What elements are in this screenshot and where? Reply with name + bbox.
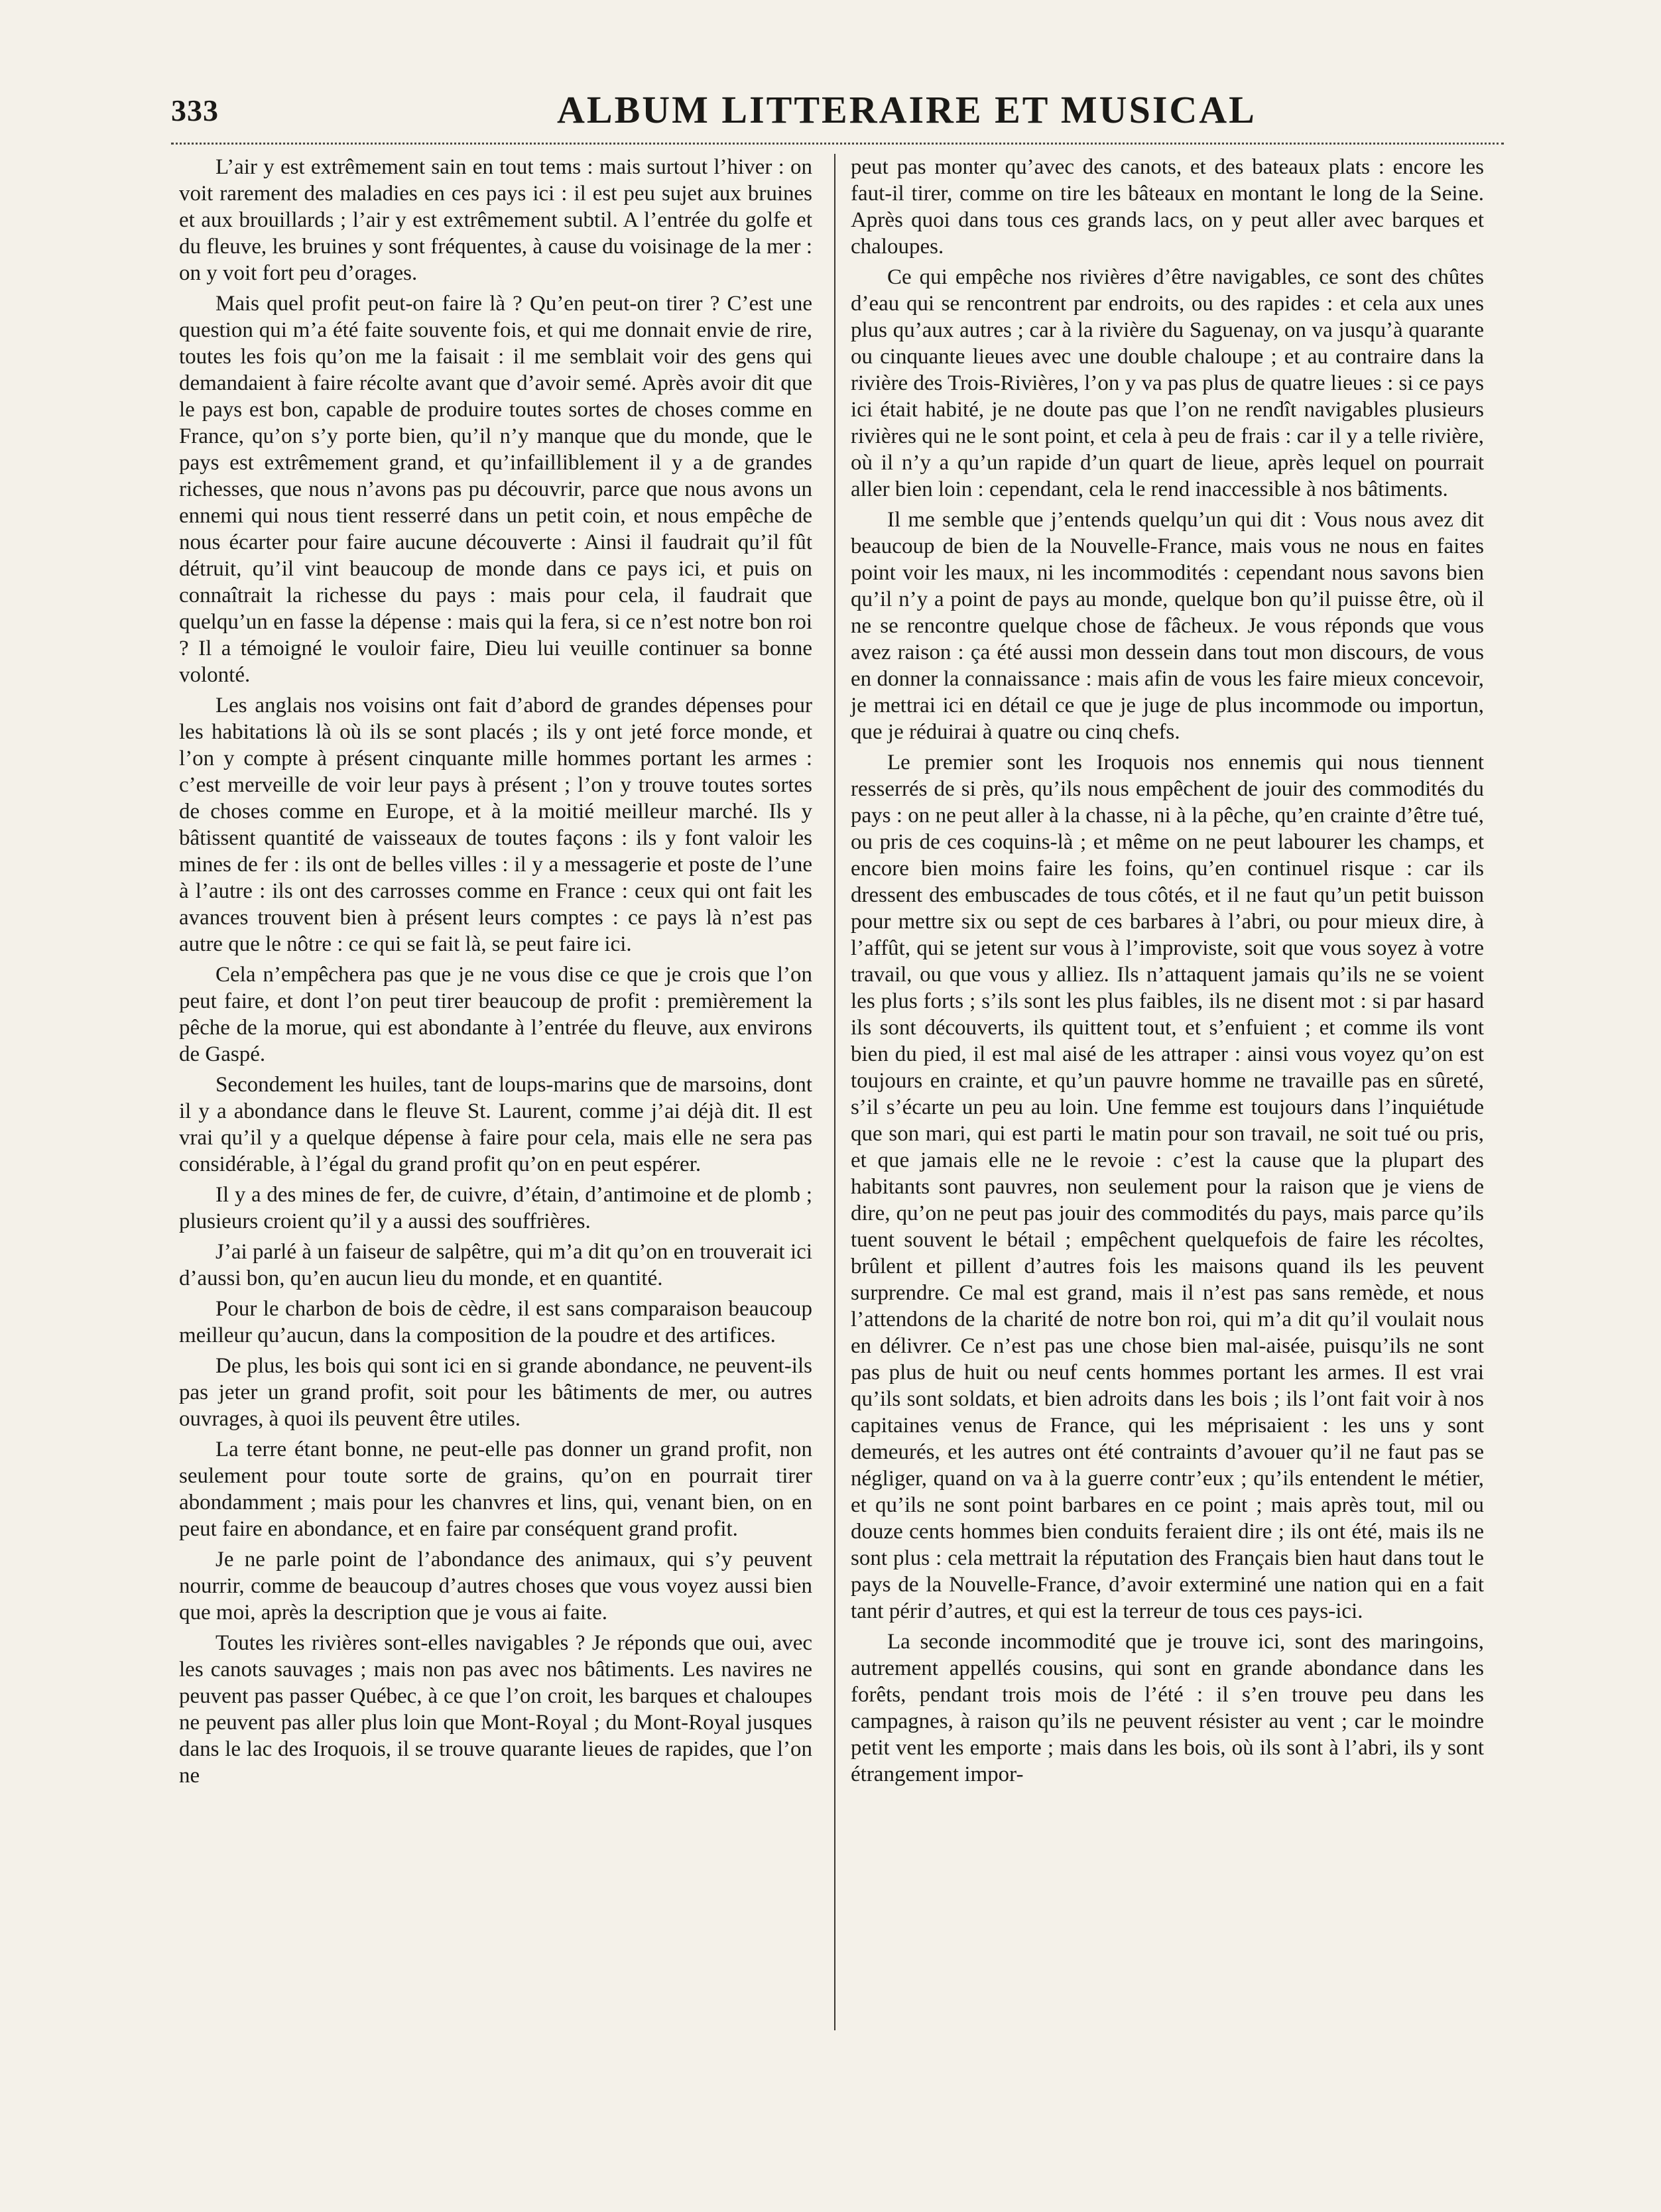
paragraph: Toutes les rivières sont-elles navigables ? Je réponds que oui, avec les canots sauvages ; mais non pas avec nos bâtiments. Les navires ne peuvent pas passer Québec, à ce que l’on croit, les barques et chaloupes ne peuvent pas aller plus loin que Mont-Royal ; du Mont-Royal jusques dans le lac des Iroquois, il se trouve quarante lieues de rapides, que l’on ne	[179, 1631, 812, 1788]
paragraph: La seconde incommodité que je trouve ici, sont des maringoins, autrement appellés cousins, qui sont en grande abondance dans les forêts, pendant trois mois de l’été : il s’en trouve peu dans les campagnes, à raison qu’ils ne peuvent résister au vent ; car le moindre petit vent les emporte ; mais dans les bois, où ils sont à l’abri, ils y sont étrangement impor-	[851, 1630, 1484, 1786]
paragraph: peut pas monter qu’avec des canots, et des bateaux plats : encore les faut-il tirer, comme on tire les bâteaux en montant le long de la Seine. Après quoi dans tous ces grands lacs, on y peut aller avec barques et chaloupes.	[851, 155, 1484, 259]
left-column	[179, 154, 812, 1793]
paragraph: Secondement les huiles, tant de loups-marins que de marsoins, dont il y a abondance dans le fleuve St. Laurent, comme j’ai déjà dit. Il est vrai qu’il y a quelque dépense à faire pour cela, mais elle ne sera pas considérable, à l’égal du grand profit qu’on en peut espérer.	[179, 1073, 812, 1176]
paragraph: De plus, les bois qui sont ici en si grande abondance, ne peuvent-ils pas jeter un grand profit, soit pour les bâtiments de mer, ou autres ouvrages, à quoi ils peuvent être utiles.	[179, 1354, 812, 1431]
paragraph: Il me semble que j’entends quelqu’un qui dit : Vous nous avez dit beaucoup de bien de la Nouvelle-France, mais vous ne nous en faites point voir les maux, ni les incommodités : cependant nous savons bien qu’il n’y a point de pays au monde, quelque bon qu’il puisse être, où il ne se rencontre quelque chose de fâcheux. Je vous réponds que vous avez raison : ça été aussi mon dessein dans tout mon discours, de vous en donner la connaissance : mais afin de vous les faire mieux concevoir, je mettrai ici en détail ce que je juge de plus incommode ou importun, que je réduirai à quatre ou cinq chefs.	[851, 508, 1484, 744]
paragraph: La terre étant bonne, ne peut-elle pas donner un grand profit, non seulement pour toute sorte de grains, qu’on en pourrait tirer abondamment ; mais pour les chanvres et lins, qui, venant bien, on en peut faire en abondance, et en faire par conséquent grand profit.	[179, 1438, 812, 1541]
paragraph: L’air y est extrêmement sain en tout tems : mais surtout l’hiver : on voit rarement des maladies en ces pays ici : il est peu sujet aux bruines et aux brouillards ; l’air y est extrêmement subtil. A l’entrée du golfe et du fleuve, les bruines y sont fréquentes, à cause du voisinage de la mer : on y voit fort peu d’orages.	[179, 155, 812, 285]
paragraph: Cela n’empêchera pas que je ne vous dise ce que je crois que l’on peut faire, et dont l’on peut tirer beaucoup de profit : premièrement la pêche de la morue, qui est abondante à l’entrée du fleuve, aux environs de Gaspé.	[179, 963, 812, 1066]
paragraph: Je ne parle point de l’abondance des animaux, qui s’y peuvent nourrir, comme de beaucoup d’autres choses que vous voyez aussi bien que moi, après la description que je vous ai faite.	[179, 1548, 812, 1625]
paragraph: Ce qui empêche nos rivières d’être navigables, ce sont des chûtes d’eau qui se rencontrent par endroits, ou des rapides : et cela aux unes plus qu’aux autres ; car à la rivière du Saguenay, on va jusqu’à quarante ou cinquante lieues avec une double chaloupe ; et au contraire dans la rivière des Trois-Rivières, l’on y va pas plus de quatre lieues : si ce pays ici était habité, je ne doute pas que l’on ne rendît navigables plusieurs rivières qui ne le sont point, et cela à peu de frais : car il y a telle rivière, où il n’y a qu’un rapide d’un quart de lieue, après lequel on pourrait aller bien loin : cependant, cela le rend inaccessible à nos bâtiments.	[851, 265, 1484, 501]
running-title: ALBUM LITTERAIRE ET MUSICAL	[557, 88, 1257, 131]
column-divider	[834, 154, 835, 2030]
right-column	[851, 154, 1484, 1792]
paragraph: Le premier sont les Iroquois nos ennemis qui nous tiennent resserrés de si près, qu’ils nous empêchent de jouir des commodités du pays : on ne peut aller à la chasse, ni à la pêche, qu’en crainte d’être tué, ou pris de ces coquins-là ; et même on ne peut labourer les champs, et encore bien moins faire les foins, qu’en continuel risque : car ils dressent des embuscades de tous côtés, et il ne faut qu’un petit buisson pour mettre six ou sept de ces barbares à l’abri, ou pour mieux dire, à l’affût, qui se jetent sur vous à l’improviste, soit que vous soyez à votre travail, ou que vous y alliez. Ils n’attaquent jamais qu’ils ne se voient les plus forts ; s’ils sont les plus faibles, ils ne disent mot : si par hasard ils sont découverts, ils quittent tout, et s’enfuient ; et comme ils vont bien du pied, il est mal aisé de les attraper : ainsi vous voyez qu’on est toujours en crainte, et qu’un pauvre homme ne travaille pas en sûreté, s’il s’écarte un peu au loin. Une femme est toujours dans l’inquiétude que son mari, qui est parti le matin pour son travail, ne soit tué ou pris, et que jamais elle ne le revoie : c’est la cause que la plupart des habitants sont pauvres, non seulement pour la raison que je viens de dire, qu’on ne peut pas jouir des commodités du pays, mais parce qu’ils tuent souvent le bétail ; empêchent quelquefois de faire les récoltes, brûlent et pillent d’autres fois les maisons quand ils les peuvent surprendre. Ce mal est grand, mais il n’est pas sans remède, et nous l’attendons de la charité de notre bon roi, qui m’a dit qu’il voulait nous en délivrer. Ce n’est pas une chose bien mal-aisée, puisqu’ils ne sont pas plus de huit ou neuf cents hommes portant les armes. Il est vrai qu’ils sont soldats, et bien adroits dans les bois ; ils l’ont fait voir à nos capitaines venus de France, qui les méprisaient : les uns y sont demeurés, et les autres ont été contraints d’avouer qu’il ne faut pas se négliger, quand on va à la guerre contr’eux ; qu’ils entendent le métier, et qu’ils ne sont point barbares en ce point ; mais après tout, mil ou douze cents hommes bien conduits feraient dire ; ils ont été, mais ils ne sont plus : cela mettrait la réputation des Français bien haut dans tout le pays de la Nouvelle-France, d’avoir exterminé une nation qui en a fait tant périr d’autres, et qui est la terreur de tous ces pays-ici.	[851, 751, 1484, 1623]
paragraph: Les anglais nos voisins ont fait d’abord de grandes dépenses pour les habitations là où ils se sont placés ; ils y ont jeté force monde, et l’on y compte à présent cinquante mille hommes portant les armes : c’est merveille de voir leur pays à présent ; l’on y trouve toutes sortes de choses comme en Europe, et à la moitié meilleur marché. Ils y bâtissent quantité de vaisseaux de toutes façons : ils y font valoir les mines de fer : ils ont de belles villes : il y a messagerie et poste de l’une à l’autre : ils ont des carrosses comme en France : ceux qui ont fait les avances trouvent bien à présent leurs comptes : ce pays là n’est pas autre que le nôtre : ce qui se fait là, se peut faire ici.	[179, 694, 812, 956]
paragraph: Mais quel profit peut-on faire là ? Qu’en peut-on tirer ? C’est une question qui m’a été faite souvente fois, et qui me donnait envie de rire, toutes les fois qu’on me la faisait : il me semblait voir des gens qui demandaient à faire récolte avant que d’avoir semé. Après avoir dit que le pays est bon, capable de produire toutes sortes de choses comme en France, qu’on s’y porte bien, qu’il n’y manque que du monde, que le pays est extrêmement grand, et qu’infailliblement il y a de grandes richesses, que nous n’avons pas pu découvrir, parce que nous avons un ennemi qui nous tient resserré dans un petit coin, et nous empêche de nous écarter pour faire aucune découverte : Ainsi il faudrait qu’il fût détruit, qu’il vint beaucoup de monde dans ce pays ici, et puis on connaîtrait la richesse du pays : mais pour cela, il faudrait que quelqu’un en fasse la dépense : mais qui la fera, si ce n’est notre bon roi ? Il a témoigné le vouloir faire, Dieu lui veuille continuer sa bonne volonté.	[179, 292, 812, 687]
paragraph: Il y a des mines de fer, de cuivre, d’étain, d’antimoine et de plomb ; plusieurs croient qu’il y a aussi des souffrières.	[179, 1183, 812, 1233]
paragraph: Pour le charbon de bois de cèdre, il est sans comparaison beaucoup meilleur qu’aucun, dans la composition de la poudre et des artifices.	[179, 1297, 812, 1347]
page-number: 333	[171, 93, 219, 127]
paragraph: J’ai parlé à un faiseur de salpêtre, qui m’a dit qu’on en trouverait ici d’aussi bon, qu’en aucun lieu du monde, et en quantité.	[179, 1240, 812, 1290]
page-header	[0, 0, 1661, 153]
header-rule	[171, 143, 1504, 145]
